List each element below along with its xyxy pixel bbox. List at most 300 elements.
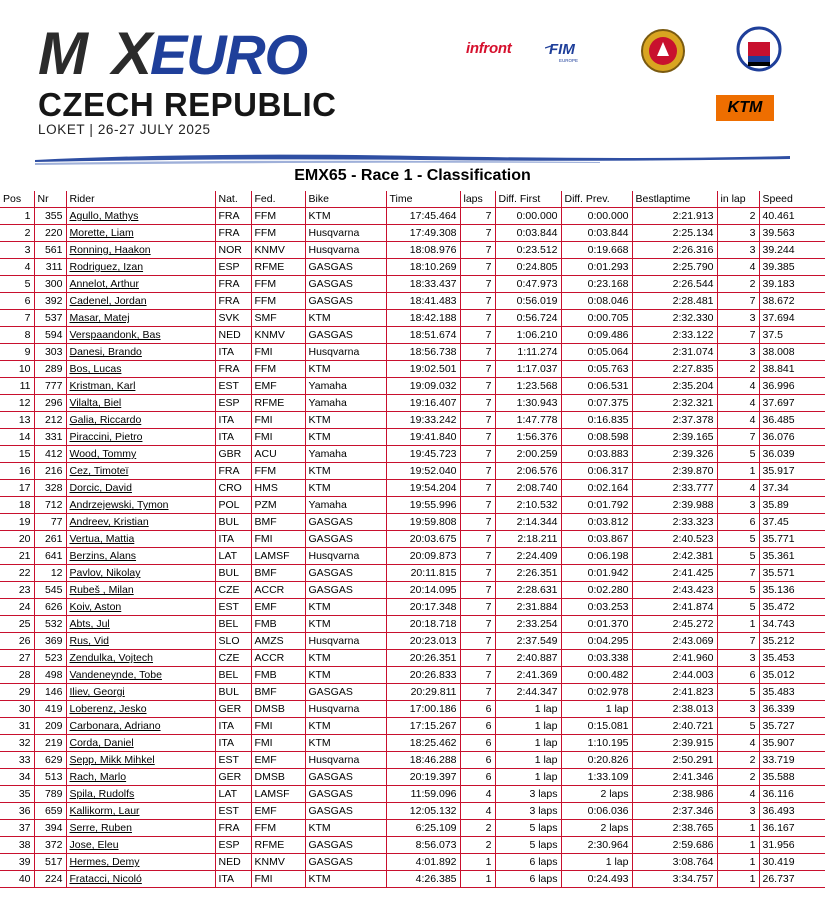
cell-nr: 394 <box>34 820 66 837</box>
cell-bestlaptime: 2:39.326 <box>632 446 717 463</box>
rider-link[interactable]: Wood, Tommy <box>66 446 215 463</box>
cell-diff-first: 2:18.211 <box>495 531 561 548</box>
col-nat: Nat. <box>215 191 251 208</box>
cell-laps: 7 <box>460 514 495 531</box>
cell-pos: 38 <box>0 837 34 854</box>
cell-bestlaptime: 2:43.423 <box>632 582 717 599</box>
rider-link[interactable]: Danesi, Brando <box>66 344 215 361</box>
cell-nr: 77 <box>34 514 66 531</box>
table-row <box>0 718 825 735</box>
cell-in-lap: 4 <box>717 259 759 276</box>
cell-laps: 7 <box>460 565 495 582</box>
cell-time: 6:25.109 <box>386 820 460 837</box>
cell-diff-prev: 0:05.064 <box>561 344 632 361</box>
cell-time: 19:41.840 <box>386 429 460 446</box>
rider-link[interactable]: Carbonara, Adriano <box>66 718 215 735</box>
cell-fed: HMS <box>251 480 305 497</box>
cell-diff-prev: 1 lap <box>561 854 632 871</box>
cell-diff-first: 1:06.210 <box>495 327 561 344</box>
rider-link[interactable]: Morette, Liam <box>66 225 215 242</box>
table-header-row <box>0 191 825 208</box>
cell-pos: 2 <box>0 225 34 242</box>
cell-fed: FMI <box>251 344 305 361</box>
cell-diff-first: 1:23.568 <box>495 378 561 395</box>
cell-time: 17:49.308 <box>386 225 460 242</box>
cell-nat: ITA <box>215 412 251 429</box>
cell-diff-prev: 0:24.493 <box>561 871 632 888</box>
table-row <box>0 803 825 820</box>
cell-in-lap: 3 <box>717 497 759 514</box>
table-row <box>0 208 825 225</box>
rider-link[interactable]: Fratacci, Nicoló <box>66 871 215 888</box>
cell-diff-prev: 0:03.338 <box>561 650 632 667</box>
cell-time: 11:59.096 <box>386 786 460 803</box>
cell-nr: 545 <box>34 582 66 599</box>
cell-diff-first: 2:31.884 <box>495 599 561 616</box>
table-row <box>0 548 825 565</box>
cell-pos: 31 <box>0 718 34 735</box>
col-in-lap: in lap <box>717 191 759 208</box>
cell-in-lap: 2 <box>717 769 759 786</box>
cell-speed: 35.453 <box>759 650 825 667</box>
cell-fed: ACU <box>251 446 305 463</box>
cell-diff-prev: 0:01.293 <box>561 259 632 276</box>
cell-diff-prev: 1:33.109 <box>561 769 632 786</box>
cell-diff-prev: 0:09.486 <box>561 327 632 344</box>
cell-in-lap: 3 <box>717 344 759 361</box>
cell-speed: 35.907 <box>759 735 825 752</box>
cell-bike: GASGAS <box>305 803 386 820</box>
rider-link[interactable]: Kallikorm, Laur <box>66 803 215 820</box>
cell-in-lap: 4 <box>717 480 759 497</box>
cell-time: 18:56.738 <box>386 344 460 361</box>
cell-nr: 331 <box>34 429 66 446</box>
cell-nat: ITA <box>215 531 251 548</box>
col-bike: Bike <box>305 191 386 208</box>
cell-speed: 36.167 <box>759 820 825 837</box>
cell-diff-first: 2:08.740 <box>495 480 561 497</box>
cell-time: 19:16.407 <box>386 395 460 412</box>
cell-bestlaptime: 2:41.346 <box>632 769 717 786</box>
cell-diff-first: 0:24.805 <box>495 259 561 276</box>
cell-bestlaptime: 2:38.765 <box>632 820 717 837</box>
cell-speed: 37.5 <box>759 327 825 344</box>
cell-pos: 21 <box>0 548 34 565</box>
rider-link[interactable]: Vilalta, Biel <box>66 395 215 412</box>
table-row <box>0 361 825 378</box>
cell-bike: Husqvarna <box>305 548 386 565</box>
cell-nr: 789 <box>34 786 66 803</box>
results-body <box>0 208 825 888</box>
cell-bestlaptime: 2:26.544 <box>632 276 717 293</box>
cell-fed: FMI <box>251 412 305 429</box>
cell-diff-first: 0:56.724 <box>495 310 561 327</box>
cell-time: 19:52.040 <box>386 463 460 480</box>
cell-fed: FMB <box>251 616 305 633</box>
rider-link[interactable]: Bos, Lucas <box>66 361 215 378</box>
cell-bestlaptime: 3:34.757 <box>632 871 717 888</box>
rider-link[interactable]: Agullo, Mathys <box>66 208 215 225</box>
cell-in-lap: 3 <box>717 225 759 242</box>
table-row <box>0 786 825 803</box>
cell-speed: 33.719 <box>759 752 825 769</box>
cell-laps: 7 <box>460 242 495 259</box>
cell-diff-first: 2:41.369 <box>495 667 561 684</box>
cell-time: 20:09.873 <box>386 548 460 565</box>
cell-diff-prev: 0:03.883 <box>561 446 632 463</box>
svg-text:FIM: FIM <box>549 41 575 58</box>
cell-diff-prev: 0:01.942 <box>561 565 632 582</box>
cell-diff-prev: 0:01.792 <box>561 497 632 514</box>
table-row <box>0 769 825 786</box>
cell-bestlaptime: 2:35.204 <box>632 378 717 395</box>
cell-nr: 777 <box>34 378 66 395</box>
cell-time: 20:26.351 <box>386 650 460 667</box>
cell-laps: 7 <box>460 378 495 395</box>
cell-diff-first: 2:28.631 <box>495 582 561 599</box>
cell-in-lap: 4 <box>717 735 759 752</box>
cell-diff-first: 1 lap <box>495 735 561 752</box>
rider-link[interactable]: Serre, Ruben <box>66 820 215 837</box>
cell-nr: 392 <box>34 293 66 310</box>
cell-bike: GASGAS <box>305 854 386 871</box>
cell-time: 20:17.348 <box>386 599 460 616</box>
cell-nr: 300 <box>34 276 66 293</box>
cell-diff-prev: 0:00.705 <box>561 310 632 327</box>
cell-in-lap: 3 <box>717 242 759 259</box>
rider-link[interactable]: Annelot, Arthur <box>66 276 215 293</box>
cell-fed: FFM <box>251 293 305 310</box>
table-row <box>0 667 825 684</box>
cell-nr: 12 <box>34 565 66 582</box>
cell-speed: 36.076 <box>759 429 825 446</box>
cell-fed: RFME <box>251 395 305 412</box>
cell-nat: FRA <box>215 361 251 378</box>
cell-bestlaptime: 2:39.915 <box>632 735 717 752</box>
cell-diff-first: 0:56.019 <box>495 293 561 310</box>
cell-bike: Husqvarna <box>305 752 386 769</box>
cell-nr: 328 <box>34 480 66 497</box>
cell-time: 19:54.204 <box>386 480 460 497</box>
cell-diff-prev: 2:30.964 <box>561 837 632 854</box>
results-table <box>0 191 825 888</box>
cell-nat: FRA <box>215 208 251 225</box>
cell-speed: 35.136 <box>759 582 825 599</box>
cell-speed: 36.493 <box>759 803 825 820</box>
table-row <box>0 735 825 752</box>
cell-in-lap: 6 <box>717 514 759 531</box>
cell-nr: 626 <box>34 599 66 616</box>
cell-nat: EST <box>215 599 251 616</box>
header-swoosh <box>0 150 825 166</box>
header <box>0 0 825 165</box>
cell-bike: KTM <box>305 480 386 497</box>
cell-time: 12:05.132 <box>386 803 460 820</box>
cell-laps: 7 <box>460 463 495 480</box>
cell-in-lap: 5 <box>717 548 759 565</box>
cell-time: 18:10.269 <box>386 259 460 276</box>
table-row <box>0 429 825 446</box>
rider-link[interactable]: Corda, Daniel <box>66 735 215 752</box>
cell-bike: GASGAS <box>305 276 386 293</box>
cell-fed: FFM <box>251 208 305 225</box>
cell-time: 20:29.811 <box>386 684 460 701</box>
cell-laps: 7 <box>460 225 495 242</box>
cell-nat: ITA <box>215 735 251 752</box>
cell-diff-prev: 0:20.826 <box>561 752 632 769</box>
col-bestlaptime: Bestlaptime <box>632 191 717 208</box>
cell-time: 18:25.462 <box>386 735 460 752</box>
cell-nat: ESP <box>215 395 251 412</box>
cell-pos: 3 <box>0 242 34 259</box>
cell-fed: LAMSF <box>251 548 305 565</box>
cell-in-lap: 3 <box>717 310 759 327</box>
cell-speed: 36.116 <box>759 786 825 803</box>
cell-diff-prev: 1:10.195 <box>561 735 632 752</box>
cell-fed: EMF <box>251 803 305 820</box>
cell-diff-first: 5 laps <box>495 820 561 837</box>
rider-link[interactable]: Koiv, Aston <box>66 599 215 616</box>
table-row <box>0 378 825 395</box>
cell-nat: GER <box>215 701 251 718</box>
cell-fed: FFM <box>251 225 305 242</box>
cell-pos: 15 <box>0 446 34 463</box>
rider-link[interactable]: Andrzejewski, Tymon <box>66 497 215 514</box>
cell-bike: Yamaha <box>305 378 386 395</box>
cell-in-lap: 4 <box>717 378 759 395</box>
cell-pos: 25 <box>0 616 34 633</box>
table-row <box>0 684 825 701</box>
rider-link[interactable]: Spila, Rudolfs <box>66 786 215 803</box>
table-row <box>0 344 825 361</box>
col-pos: Pos <box>0 191 34 208</box>
cell-pos: 20 <box>0 531 34 548</box>
cell-diff-prev: 0:06.198 <box>561 548 632 565</box>
cell-nr: 219 <box>34 735 66 752</box>
cell-nr: 209 <box>34 718 66 735</box>
table-row <box>0 225 825 242</box>
cell-bike: KTM <box>305 667 386 684</box>
cell-nat: POL <box>215 497 251 514</box>
rider-link[interactable]: Andreev, Kristian <box>66 514 215 531</box>
cell-bestlaptime: 2:31.074 <box>632 344 717 361</box>
cell-bestlaptime: 2:41.960 <box>632 650 717 667</box>
cell-speed: 26.737 <box>759 871 825 888</box>
cell-pos: 27 <box>0 650 34 667</box>
rider-link[interactable]: Jose, Eleu <box>66 837 215 854</box>
rider-link[interactable]: Iliev, Georgi <box>66 684 215 701</box>
cell-pos: 4 <box>0 259 34 276</box>
cell-speed: 39.244 <box>759 242 825 259</box>
cell-diff-first: 2:40.887 <box>495 650 561 667</box>
cell-laps: 4 <box>460 786 495 803</box>
rider-link[interactable]: Pavlov, Nikolay <box>66 565 215 582</box>
rider-link[interactable]: Cadenel, Jordan <box>66 293 215 310</box>
rider-link[interactable]: Abts, Jul <box>66 616 215 633</box>
rider-link[interactable]: Dorcic, David <box>66 480 215 497</box>
cell-bike: Husqvarna <box>305 225 386 242</box>
cell-pos: 16 <box>0 463 34 480</box>
cell-nat: FRA <box>215 463 251 480</box>
cell-pos: 37 <box>0 820 34 837</box>
table-row <box>0 820 825 837</box>
cell-pos: 18 <box>0 497 34 514</box>
cell-time: 20:19.397 <box>386 769 460 786</box>
cell-speed: 35.571 <box>759 565 825 582</box>
cell-bike: KTM <box>305 650 386 667</box>
cell-diff-prev: 0:03.253 <box>561 599 632 616</box>
cell-pos: 13 <box>0 412 34 429</box>
cell-laps: 7 <box>460 599 495 616</box>
cell-diff-first: 5 laps <box>495 837 561 854</box>
cell-time: 19:02.501 <box>386 361 460 378</box>
cell-fed: KNMV <box>251 327 305 344</box>
cell-in-lap: 7 <box>717 633 759 650</box>
rider-link[interactable]: Loberenz, Jesko <box>66 701 215 718</box>
cell-nat: SLO <box>215 633 251 650</box>
cell-fed: FFM <box>251 276 305 293</box>
cell-speed: 35.727 <box>759 718 825 735</box>
cell-fed: DMSB <box>251 701 305 718</box>
table-row <box>0 701 825 718</box>
cell-laps: 7 <box>460 429 495 446</box>
cell-speed: 30.419 <box>759 854 825 871</box>
cell-speed: 38.672 <box>759 293 825 310</box>
cell-diff-first: 1:30.943 <box>495 395 561 412</box>
cell-time: 18:08.976 <box>386 242 460 259</box>
rider-link[interactable]: Cez, Timoteï <box>66 463 215 480</box>
cell-pos: 39 <box>0 854 34 871</box>
cell-fed: FMB <box>251 667 305 684</box>
cell-bike: GASGAS <box>305 582 386 599</box>
cell-laps: 7 <box>460 667 495 684</box>
cell-time: 8:56.073 <box>386 837 460 854</box>
rider-link[interactable]: Kristman, Karl <box>66 378 215 395</box>
cell-bike: GASGAS <box>305 786 386 803</box>
rider-link[interactable]: Masar, Matej <box>66 310 215 327</box>
cell-fed: BMF <box>251 514 305 531</box>
cell-nat: BEL <box>215 667 251 684</box>
cell-bestlaptime: 2:33.323 <box>632 514 717 531</box>
cell-fed: FFM <box>251 820 305 837</box>
cell-bike: GASGAS <box>305 769 386 786</box>
cell-pos: 26 <box>0 633 34 650</box>
cell-nr: 537 <box>34 310 66 327</box>
cell-nat: SVK <box>215 310 251 327</box>
ktm-logo: KTM <box>716 95 774 121</box>
cell-bestlaptime: 2:42.381 <box>632 548 717 565</box>
cell-bestlaptime: 2:40.721 <box>632 718 717 735</box>
table-row <box>0 633 825 650</box>
cell-pos: 1 <box>0 208 34 225</box>
cell-time: 17:45.464 <box>386 208 460 225</box>
cell-speed: 35.472 <box>759 599 825 616</box>
cell-in-lap: 4 <box>717 395 759 412</box>
cell-fed: BMF <box>251 565 305 582</box>
federation-crest-icon <box>640 28 686 74</box>
cell-bestlaptime: 2:37.378 <box>632 412 717 429</box>
col-diff-first: Diff. First <box>495 191 561 208</box>
cell-bestlaptime: 2:26.316 <box>632 242 717 259</box>
cell-nr: 289 <box>34 361 66 378</box>
cell-bike: GASGAS <box>305 293 386 310</box>
cell-laps: 6 <box>460 718 495 735</box>
cell-time: 20:18.718 <box>386 616 460 633</box>
rider-link[interactable]: Vertua, Mattia <box>66 531 215 548</box>
table-row <box>0 242 825 259</box>
cell-time: 20:23.013 <box>386 633 460 650</box>
cell-bestlaptime: 2:37.346 <box>632 803 717 820</box>
rider-link[interactable]: Berzins, Alans <box>66 548 215 565</box>
cell-in-lap: 7 <box>717 293 759 310</box>
cell-bike: KTM <box>305 429 386 446</box>
cell-bike: KTM <box>305 735 386 752</box>
cell-laps: 7 <box>460 259 495 276</box>
cell-laps: 7 <box>460 327 495 344</box>
cell-diff-first: 0:00.000 <box>495 208 561 225</box>
cell-laps: 6 <box>460 769 495 786</box>
rider-link[interactable]: Zendulka, Vojtech <box>66 650 215 667</box>
cell-diff-prev: 0:03.844 <box>561 225 632 242</box>
cell-diff-prev: 0:02.280 <box>561 582 632 599</box>
cell-laps: 7 <box>460 531 495 548</box>
cell-speed: 35.588 <box>759 769 825 786</box>
rider-link[interactable]: Vandeneynde, Tobe <box>66 667 215 684</box>
rider-link[interactable]: Hermes, Demy <box>66 854 215 871</box>
rider-link[interactable]: Rach, Marlo <box>66 769 215 786</box>
rider-link[interactable]: Sepp, Mikk Mihkel <box>66 752 215 769</box>
cell-pos: 12 <box>0 395 34 412</box>
cell-diff-first: 0:03.844 <box>495 225 561 242</box>
cell-nr: 517 <box>34 854 66 871</box>
cell-fed: EMF <box>251 752 305 769</box>
svg-text:EUROPE: EUROPE <box>559 58 579 63</box>
table-row <box>0 446 825 463</box>
cell-nr: 641 <box>34 548 66 565</box>
cell-laps: 7 <box>460 616 495 633</box>
cell-nat: NED <box>215 327 251 344</box>
table-row <box>0 276 825 293</box>
cell-diff-prev: 0:01.370 <box>561 616 632 633</box>
fim-europe-logo <box>545 40 587 64</box>
cell-laps: 7 <box>460 548 495 565</box>
cell-diff-first: 2:00.259 <box>495 446 561 463</box>
rider-link[interactable]: Galia, Riccardo <box>66 412 215 429</box>
rider-link[interactable]: Rubeš , Milan <box>66 582 215 599</box>
cell-in-lap: 1 <box>717 837 759 854</box>
rider-link[interactable]: Rodriguez, Izan <box>66 259 215 276</box>
rider-link[interactable]: Verspaandonk, Bas <box>66 327 215 344</box>
cell-bike: Husqvarna <box>305 633 386 650</box>
cell-in-lap: 3 <box>717 701 759 718</box>
cell-bike: KTM <box>305 599 386 616</box>
rider-link[interactable]: Ronning, Haakon <box>66 242 215 259</box>
rider-link[interactable]: Rus, Vid <box>66 633 215 650</box>
cell-nat: EST <box>215 803 251 820</box>
cell-pos: 23 <box>0 582 34 599</box>
cell-bestlaptime: 2:25.134 <box>632 225 717 242</box>
cell-in-lap: 5 <box>717 718 759 735</box>
cell-laps: 6 <box>460 752 495 769</box>
rider-link[interactable]: Piraccini, Pietro <box>66 429 215 446</box>
cell-bike: KTM <box>305 310 386 327</box>
cell-time: 18:51.674 <box>386 327 460 344</box>
cell-in-lap: 2 <box>717 276 759 293</box>
cell-laps: 1 <box>460 871 495 888</box>
cell-time: 18:33.437 <box>386 276 460 293</box>
cell-nr: 419 <box>34 701 66 718</box>
cell-pos: 11 <box>0 378 34 395</box>
